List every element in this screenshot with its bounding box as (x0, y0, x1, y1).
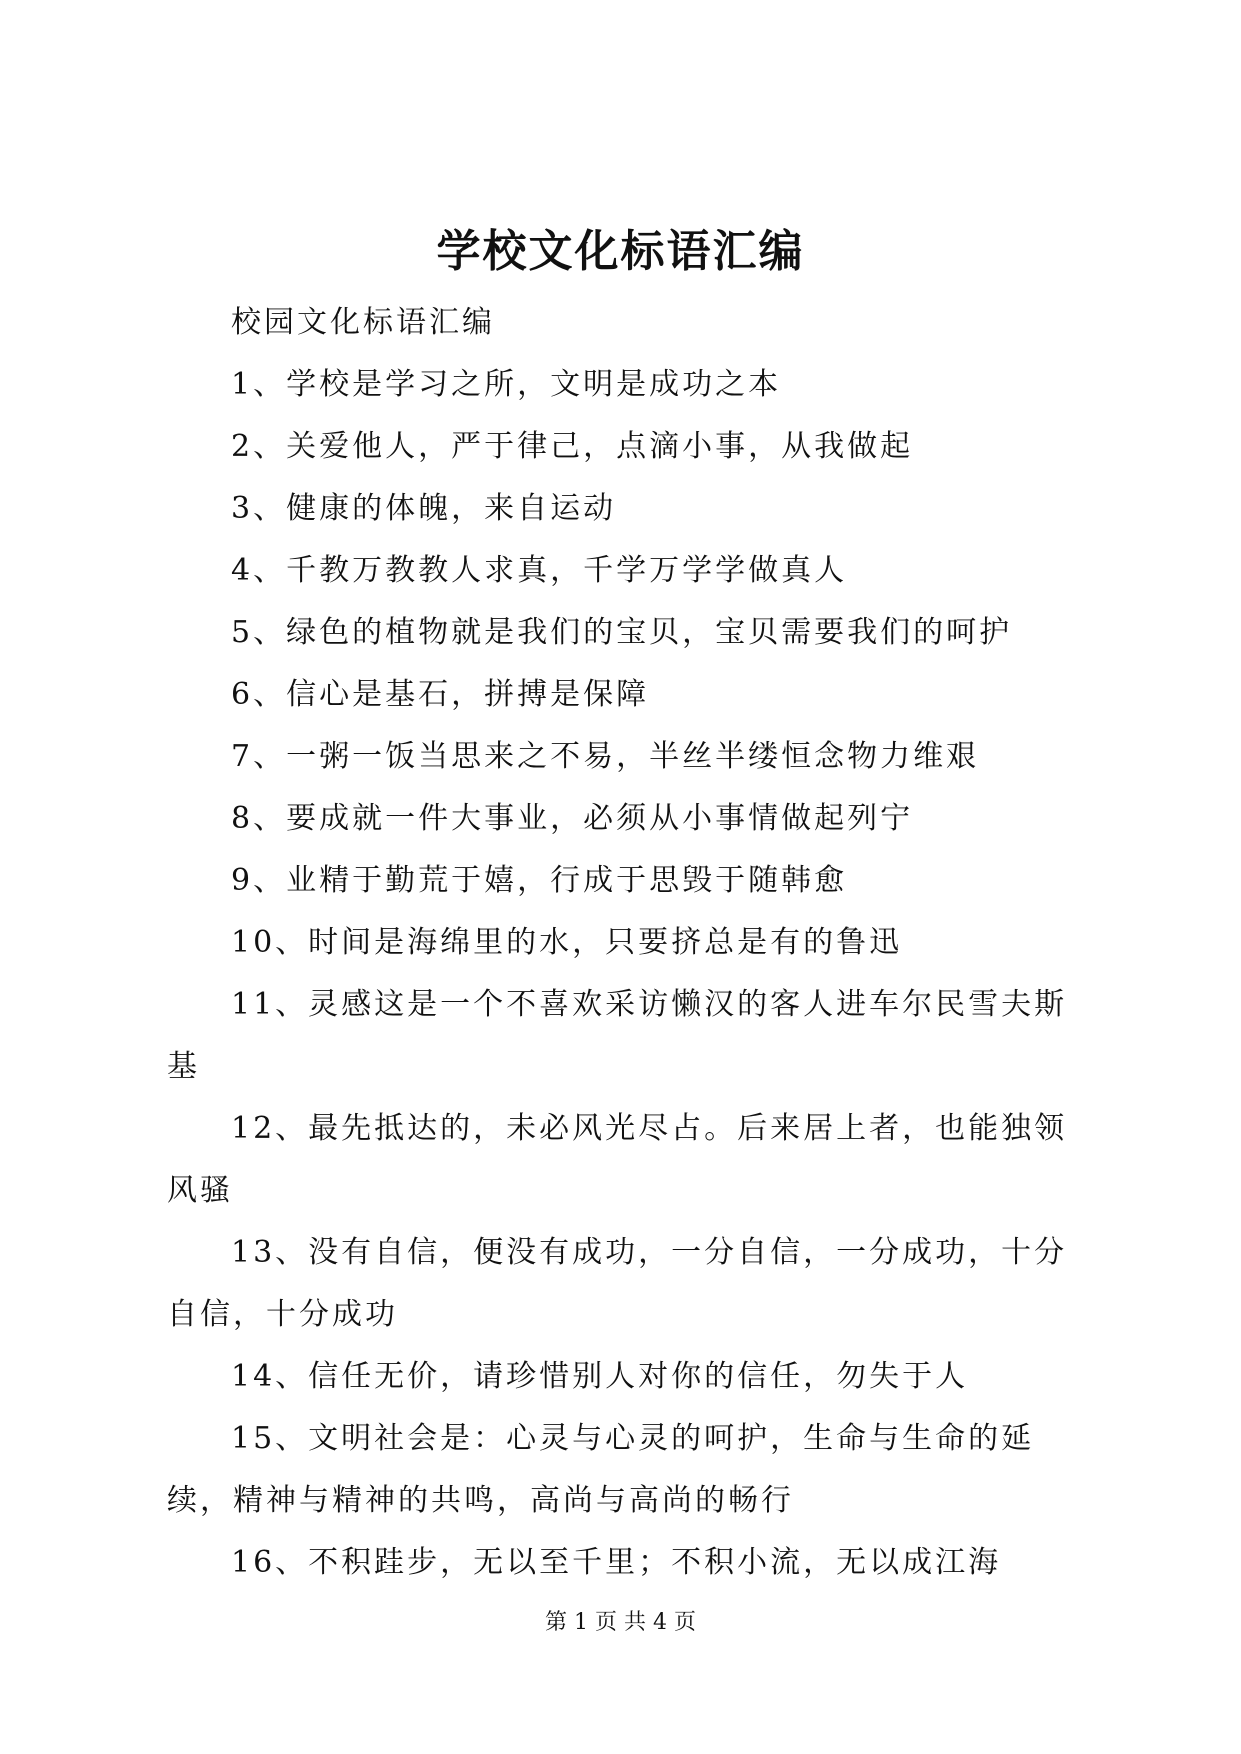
slogan-item-4: 4、千教万教教人求真，千学万学学做真人 (231, 553, 848, 588)
page-footer: 第 1 页 共 4 页 (545, 1610, 696, 1635)
slogan-item-8: 8、要成就一件大事业，必须从小事情做起列宁 (231, 801, 914, 836)
document-subtitle: 校园文化标语汇编 (231, 305, 495, 340)
slogan-item-5: 5、绿色的植物就是我们的宝贝，宝贝需要我们的呵护 (231, 615, 1013, 650)
slogan-item-3: 3、健康的体魄，来自运动 (231, 491, 617, 526)
document-body (167, 292, 1087, 1594)
slogan-item-1: 1、学校是学习之所，文明是成功之本 (231, 367, 782, 402)
slogan-item-12: 12、最先抵达的，未必风光尽占。后来居上者，也能独领风骚 (167, 1111, 1068, 1208)
slogan-item-10: 10、时间是海绵里的水，只要挤总是有的鲁迅 (231, 925, 903, 960)
slogan-item-9: 9、业精于勤荒于嬉，行成于思毁于随韩愈 (231, 863, 848, 898)
slogan-item-6: 6、信心是基石，拼搏是保障 (231, 677, 650, 712)
slogan-item-7: 7、一粥一饭当思来之不易，半丝半缕恒念物力维艰 (231, 739, 980, 774)
slogan-item-16: 16、不积跬步，无以至千里；不积小流，无以成江海 (231, 1545, 1002, 1580)
slogan-item-13: 13、没有自信，便没有成功，一分自信，一分成功，十分自信，十分成功 (167, 1235, 1068, 1332)
slogan-item-2: 2、关爱他人，严于律己，点滴小事，从我做起 (231, 429, 914, 464)
slogan-item-14: 14、信任无价，请珍惜别人对你的信任，勿失于人 (231, 1359, 969, 1394)
slogan-item-15: 15、文明社会是：心灵与心灵的呵护，生命与生命的延续，精神与精神的共鸣，高尚与高尚的畅行 (167, 1421, 1035, 1518)
slogan-item-11: 11、灵感这是一个不喜欢采访懒汉的客人进车尔民雪夫斯基 (167, 987, 1068, 1084)
document-title: 学校文化标语汇编 (436, 226, 805, 277)
